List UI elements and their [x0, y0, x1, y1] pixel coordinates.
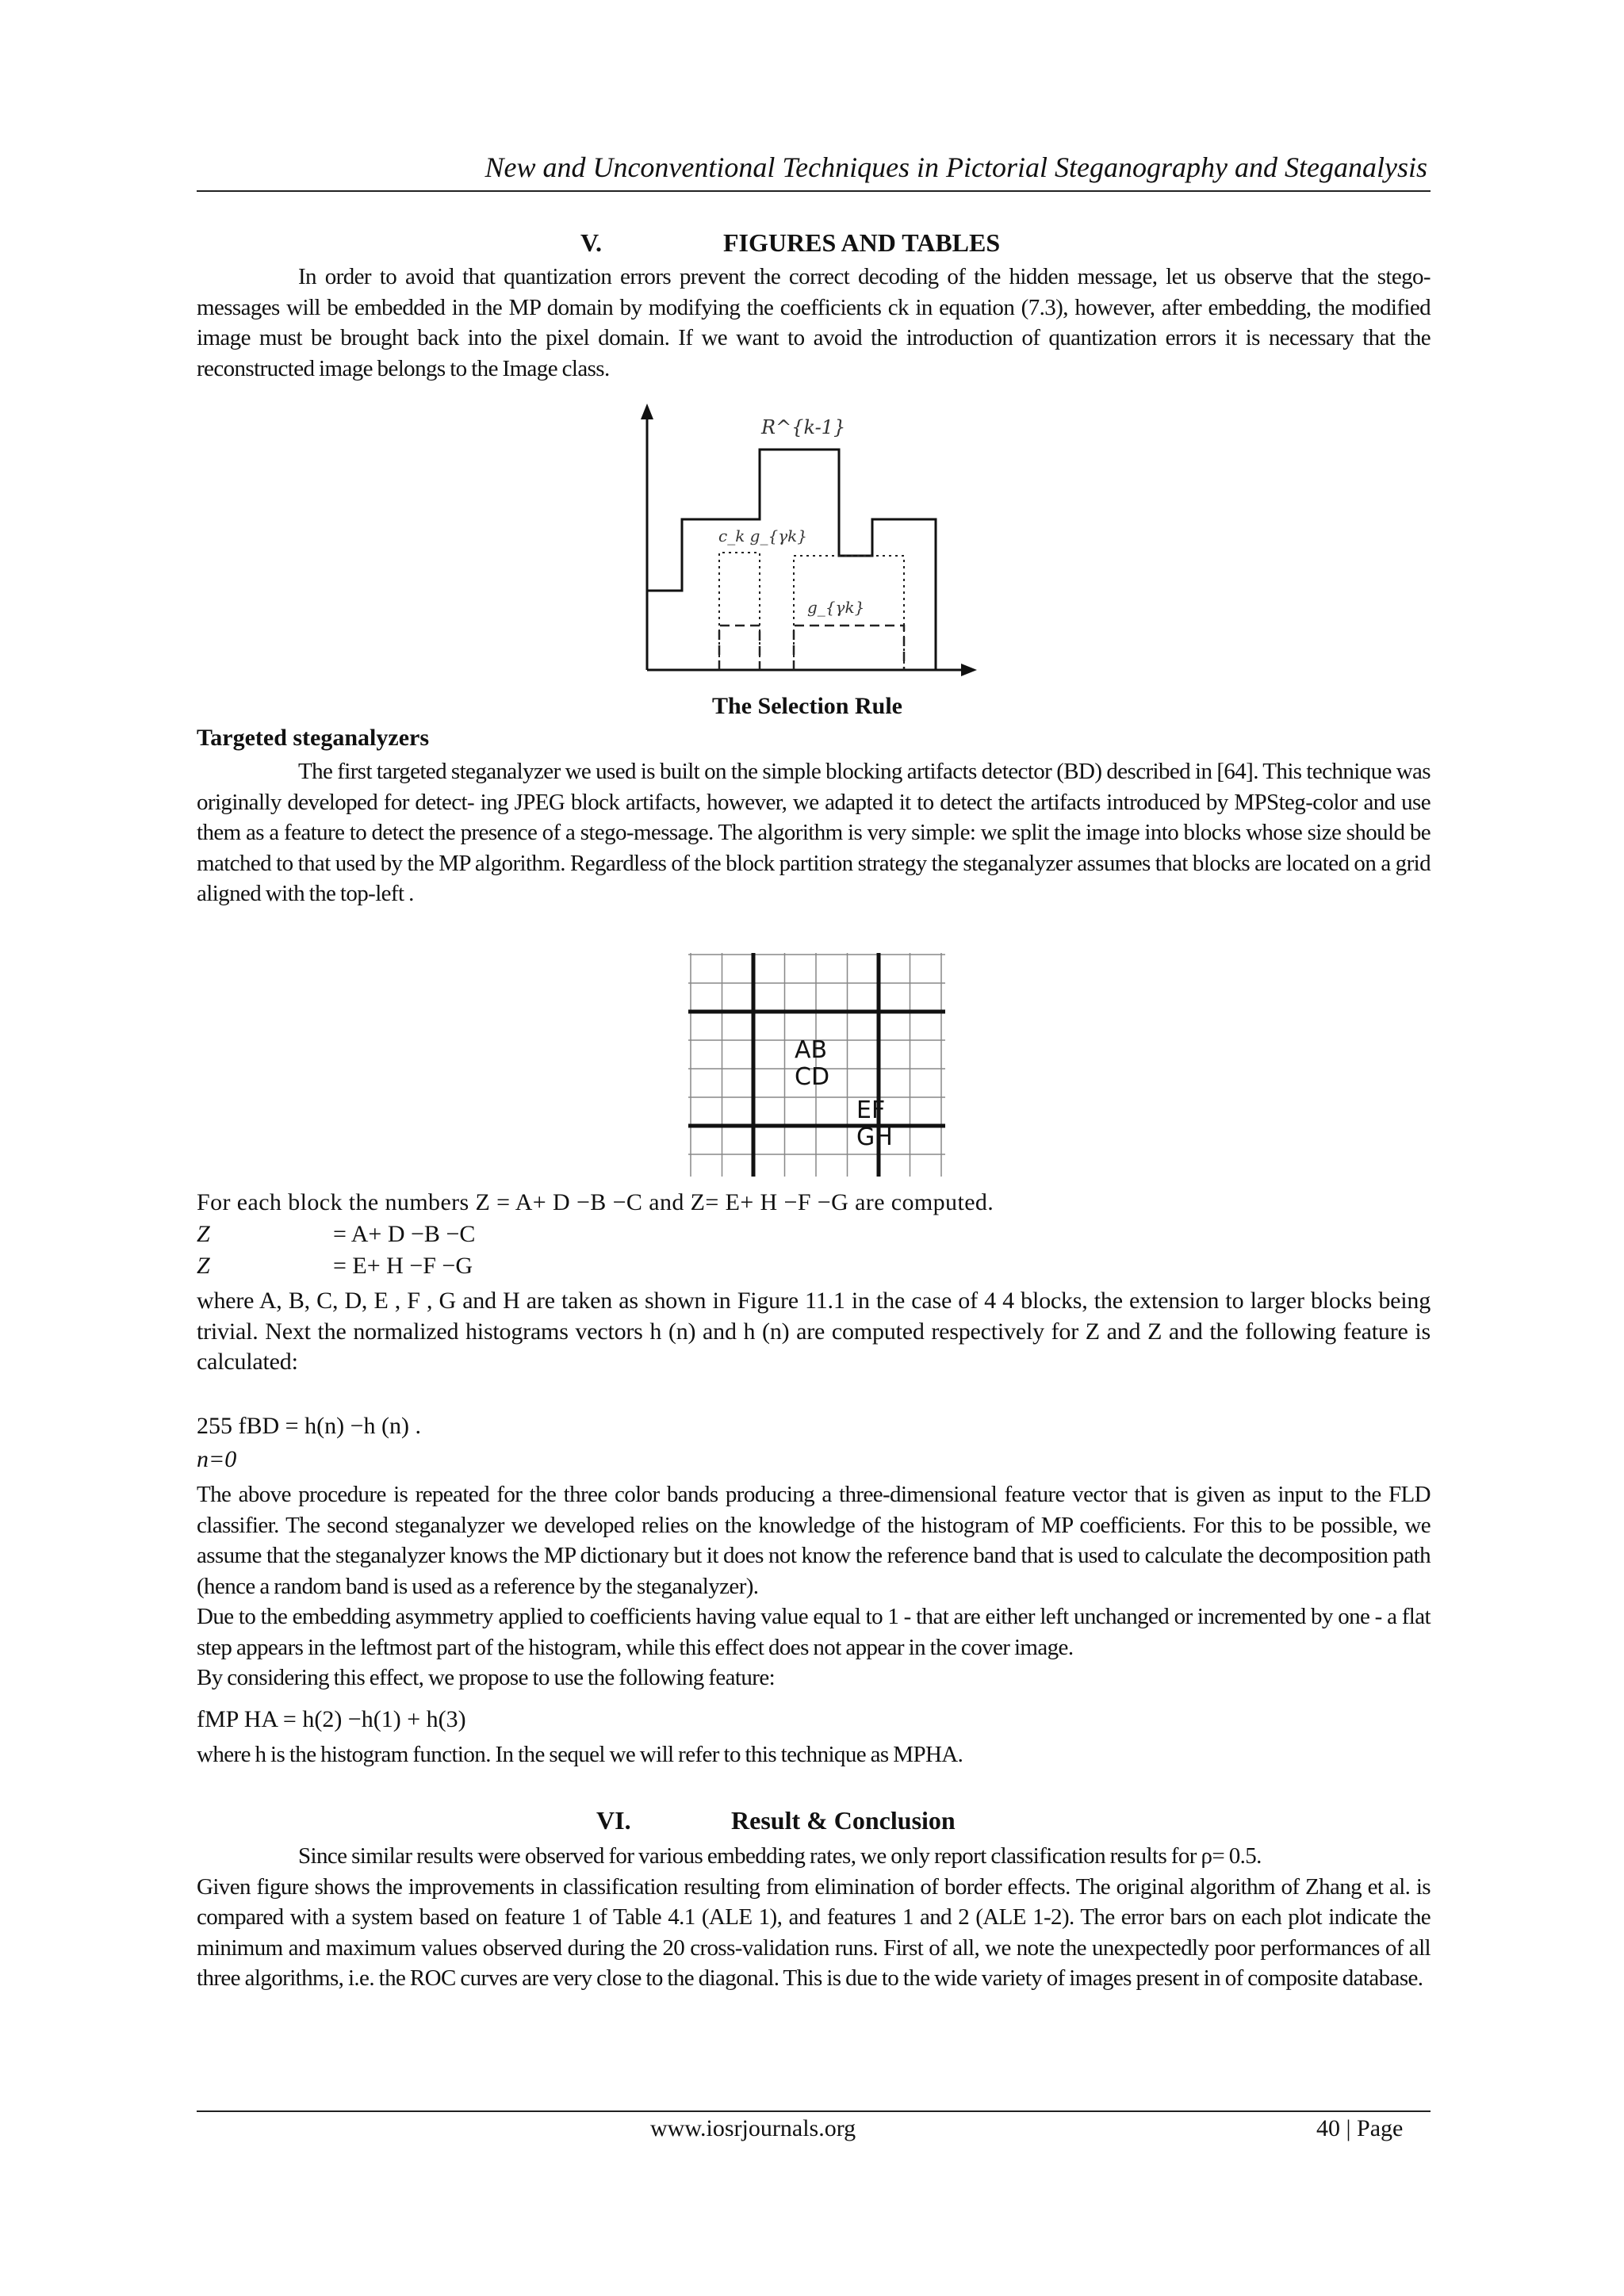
paragraph-text: Given figure shows the improvements in classification resulting from elimination of border effects. The original algorithm of Zhang et al. is compared with a system based on feature 1 of Table 4.1 (ALE 1), and features 1 and 2 (ALE 1-2). The error bars on each plot indicate the minimum and maximum values observed during the 20 cross-validation runs. First of all, we note the unexpectedly poor performances of all three algorithms, i.e. the ROC curves are very close to the diagonal. This is due to the wide variety of images present in of composite database. [197, 1873, 1431, 1991]
section-title: Result & Conclusion [731, 1806, 956, 1835]
subsection-heading: Targeted steganalyzers [197, 725, 429, 751]
paragraph-where [197, 1286, 1431, 1378]
paragraph-text: By considering this effect, we propose to use the following feature: [197, 1665, 776, 1690]
paragraph-results [197, 1841, 1431, 1994]
selection-rule-figure [626, 400, 983, 686]
equation-sum-index: n=0 [197, 1446, 237, 1472]
footer-rule [197, 2110, 1431, 2112]
pixels-ef-label: EF [856, 1096, 886, 1124]
block-grid-figure [688, 953, 945, 1177]
pixels-gh-label: GH [856, 1123, 893, 1151]
paragraph-text: In order to avoid that quantization errors prevent the correct decoding of the hidden message, let us observe that the stego-messages will be embedded in the MP domain by modifying the coefficients ck in equation (7.3), however, after embedding, the modified image must be brought back into the pixel domain. If we want to avoid the introduction of quantization errors it is necessary that the reconstructed image belongs to the Image class. [197, 264, 1431, 381]
g-label: g_{γk} [807, 598, 865, 617]
section-title: FIGURES AND TABLES [723, 228, 1001, 257]
pixels-cd-label: CD [795, 1063, 830, 1091]
equation-z2-symbol: Z [197, 1253, 210, 1279]
paragraph-mp-domain [197, 262, 1431, 384]
ck-g-label: c_k g_{γk} [718, 526, 808, 545]
paragraph-targeted [197, 756, 1431, 909]
paragraph-text: where h is the histogram function. In the sequel we will refer to this technique as MPHA. [197, 1742, 963, 1767]
header-rule [197, 190, 1431, 192]
atom-ck-dashed [719, 626, 760, 670]
paragraph-fld [197, 1479, 1431, 1693]
pixels-ab-label: AB [795, 1036, 828, 1064]
equation-z1-rhs: = A+ D −B −C [333, 1221, 476, 1247]
equation-z1-symbol: Z [197, 1221, 210, 1247]
paragraph-mpha [197, 1739, 1431, 1770]
atom-g-dashed [794, 626, 904, 670]
equation-fmp: fMP HA = h(2) −h(1) + h(3) [197, 1706, 466, 1732]
paragraph-text: where A, B, C, D, E , F , G and H are taken as shown in Figure 11.1 in the case of 4 4 blocks, the extension to larger blocks being trivial. Next the normalized histograms vectors h (n) and h (n) are computed respectively for Z and Z and the following feature is calculated: [197, 1288, 1431, 1375]
x-axis-arrow [961, 664, 977, 676]
running-header: New and Unconventional Techniques in Pictorial Steganography and Steganalysis [485, 151, 1427, 183]
residual-label: R^{k-1} [761, 416, 846, 438]
equation-intro-line: For each block the numbers Z = A+ D −B −C and Z= E+ H −F −G are computed. [197, 1189, 994, 1215]
equation-z2-rhs: = E+ H −F −G [333, 1253, 473, 1279]
section-number: VI. [596, 1806, 631, 1835]
y-axis-arrow [641, 404, 653, 419]
atom-ck-dotted [719, 553, 760, 670]
paragraph-text: Due to the embedding asymmetry applied to coefficients having value equal to 1 - that are either left unchanged or incremented by one - a flat step appears in the leftmost part of the histogram, while this effect does not appear in the cover image. [197, 1604, 1431, 1660]
residual-step-outline [647, 450, 936, 670]
paragraph-text: The above procedure is repeated for the three color bands producing a three-dimensional feature vector that is given as input to the FLD classifier. The second steganalyzer we developed relies on the knowledge of the histogram of MP coefficients. For this to be possible, we assume that the steganalyzer knows the MP dictionary but it does not know the reference band that is used to calculate the decomposition path (hence a random band is used as a reference by the steganalyzer). [197, 1482, 1431, 1599]
footer-url: www.iosrjournals.org [650, 2115, 856, 2141]
section-number: V. [580, 228, 602, 257]
figure-caption: The Selection Rule [712, 693, 902, 719]
footer-page-number: 40 | Page [1316, 2115, 1404, 2141]
paragraph-text: The first targeted steganalyzer we used is built on the simple blocking artifacts detector (BD) described in [64]. This technique was originally developed for detect- ing JPEG block artifacts, however, we adapted it to detect the artifacts introduced by MPSteg-color and use them as a feature to detect the presence of a stego-message. The algorithm is very simple: we split the image into blocks whose size should be matched to that used by the MP algorithm. Regardless of the block partition strategy the steganalyzer assumes that blocks are located on a grid aligned with the top-left . [197, 759, 1431, 906]
paragraph-text: Since similar results were observed for various embedding rates, we only report classification results for ρ= 0.5. [298, 1843, 1262, 1869]
equation-fbd: 255 fBD = h(n) −h (n) . [197, 1413, 421, 1439]
